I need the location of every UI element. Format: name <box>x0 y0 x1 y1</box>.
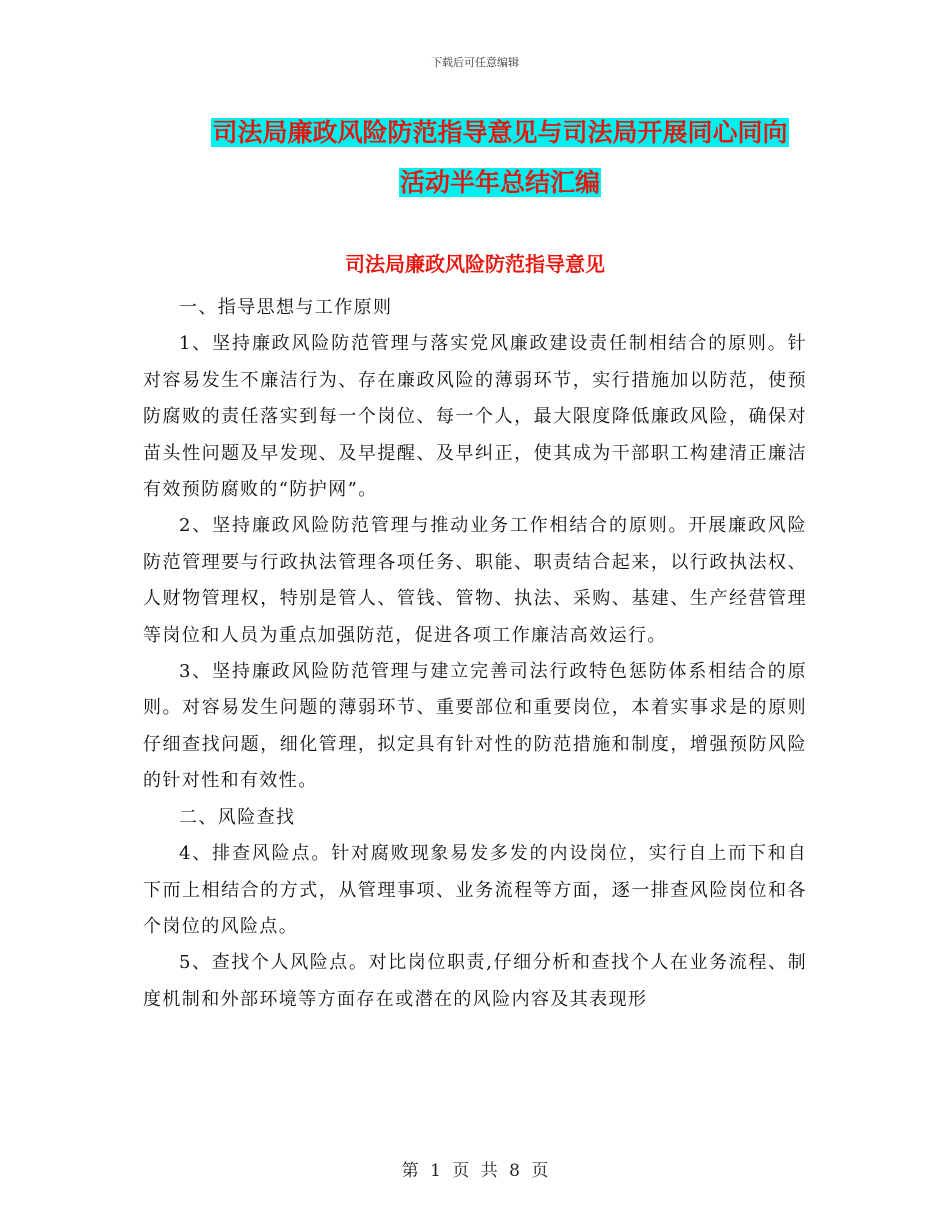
paragraph-3: 3、坚持廉政风险防范管理与建立完善司法行政特色惩防体系相结合的原则。对容易发生问题的薄弱环节、重要部位和重要岗位，本着实事求是的原则仔细查找问题，细化管理，拟定具有针对性的防范措施和制度，增强预防风险的针对性和有效性。 <box>143 661 807 792</box>
page-number-footer: 第 1 页 共 8 页 <box>401 1161 549 1181</box>
heading-principles: 一、指导思想与工作原则 <box>179 297 393 318</box>
document-title-line-1: 司法局廉政风险防范指导意见与司法局开展同心同向 <box>212 118 788 147</box>
paragraph-2: 2、坚持廉政风险防范管理与推动业务工作相结合的原则。开展廉政风险防范管理要与行政执法管理各项任务、职能、职责结合起来，以行政执法权、人财物管理权，特别是管人、管钱、管物、执法、采购、基建、生产经营管理等岗位和人员为重点加强防范，促进各项工作廉洁高效运行。 <box>143 515 807 646</box>
paragraph-1: 1、坚持廉政风险防范管理与落实党风廉政建设责任制相结合的原则。针对容易发生不廉洁行为、存在廉政风险的薄弱环节，实行措施加以防范，使预防腐败的责任落实到每一个岗位、每一个人，最大限度降低廉政风险，确保对苗头性问题及早发现、及早提醒、及早纠正，使其成为干部职工构建清正廉洁有效预防腐败的“防护网”。 <box>143 333 807 501</box>
paragraph-4: 4、排查风险点。针对腐败现象易发多发的内设岗位，实行自上而下和自下而上相结合的方式，从管理事项、业务流程等方面，逐一排查风险岗位和各个岗位的风险点。 <box>143 843 807 937</box>
document-title-line-2: 活动半年总结汇编 <box>399 168 600 197</box>
document-title <box>140 108 860 208</box>
header-note: 下载后可任意编辑 <box>431 56 519 69</box>
paragraph-5: 5、查找个人风险点。对比岗位职责,仔细分析和查找个人在业务流程、制度机制和外部环境等方面存在或潜在的风险内容及其表现形 <box>143 952 807 1010</box>
heading-risk-finding: 二、风险查找 <box>179 806 296 828</box>
document-body <box>143 290 807 1018</box>
section-title: 司法局廉政风险防范指导意见 <box>345 252 605 276</box>
